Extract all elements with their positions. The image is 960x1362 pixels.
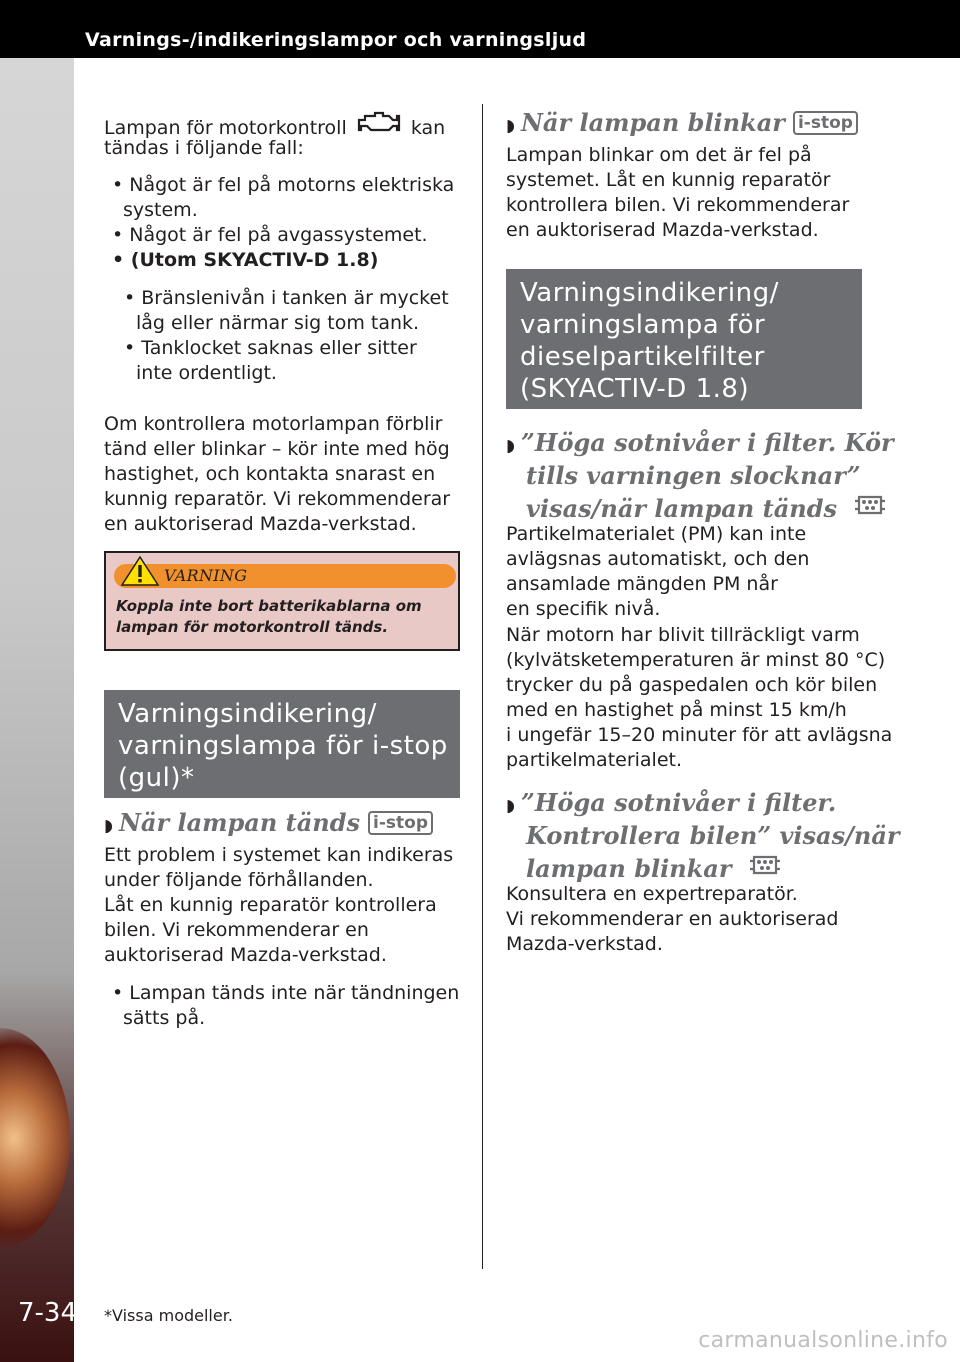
para-line: Om kontrollera motorlampan förblir [104,413,443,435]
body-line: auktoriserad Mazda-verkstad. [104,944,387,966]
page-header [0,0,960,58]
para-line: en auktoriserad Mazda-verkstad. [104,513,417,535]
header-title: Varnings-/indikeringslampor och varningsljud [85,29,587,51]
intro-line-2: tändas i följande fall: [104,137,304,159]
bullet-1: • Något är fel på motorns elektriska [112,174,455,196]
body-line: Låt en kunnig reparatör kontrollera [104,894,437,916]
sub-heading-marker-icon: ◗ [506,116,515,136]
sub-bullet-1-cont: låg eller närmar sig tom tank. [136,312,420,334]
section-heading-dpf: Varningsindikering/ varningslampa för dieselpartikelfilter (SKYACTIV-D 1.8) [506,269,862,409]
sub-heading-marker-icon: ◗ [506,796,515,816]
page-number: 7-34 [18,1298,78,1328]
body-line: trycker du på gaspedalen och kör bilen [506,674,878,696]
body-line: ansamlade mängden PM når [506,573,778,595]
istop-icon: i-stop [793,111,858,135]
column-divider [482,104,483,1269]
warning-triangle-icon [120,555,160,587]
sub-heading-lamp-blinks: ◗ När lampan blinkar i-stop [506,108,858,141]
sub-heading-lamp-on: ◗ När lampan tänds i-stop [104,808,433,841]
warning-box [104,551,460,651]
bullet-3: • (Utom SKYACTIV-D 1.8) [112,249,379,271]
body-line: När motorn har blivit tillräckligt varm [506,624,860,646]
warning-label: VARNING [164,566,248,585]
section-heading-istop: Varningsindikering/ varningslampa för i-stop (gul)* [104,690,460,798]
bullet-1-cont: system. [123,199,198,221]
body-line: systemet. Låt en kunnig reparatör [506,169,831,191]
bullet-istop-cont: sätts på. [123,1007,206,1029]
body-line: en auktoriserad Mazda-verkstad. [506,219,819,241]
side-strip [0,58,74,1362]
body-line: Vi rekommenderar en auktoriserad [506,908,839,930]
footnote: *Vissa modeller. [104,1306,233,1325]
body-line: partikelmaterialet. [506,749,683,771]
intro-text-end: kan [410,117,446,139]
sub-bullet-1: • Bränslenivån i tanken är mycket [124,287,449,309]
body-line: med en hastighet på minst 15 km/h [506,699,847,721]
para-line: tänd eller blinkar – kör inte med hög [104,438,450,460]
headlamp-image [0,1028,70,1248]
warning-text: Koppla inte bort batterikablarna om lampan för motorkontroll tänds. [116,597,422,636]
body-line: Ett problem i systemet kan indikeras [104,844,454,866]
body-line: (kylvätsketemperaturen är minst 80 °C) [506,649,886,671]
body-line: Partikelmaterialet (PM) kan inte [506,523,807,545]
body-line: under följande förhållanden. [104,869,374,891]
engine-check-icon [357,110,401,138]
para-line: kunnig reparatör. Vi rekommenderar [104,488,451,510]
body-line: Lampan blinkar om det är fel på [506,144,812,166]
intro-text: Lampan för motorkontroll [104,117,347,139]
dpf-icon [853,491,887,519]
sub-heading-marker-icon: ◗ [506,436,515,456]
body-line: bilen. Vi rekommenderar en [104,919,369,941]
body-line: kontrollera bilen. Vi rekommenderar [506,194,850,216]
sub-heading-marker-icon: ◗ [104,816,113,836]
body-line: Konsultera en expertreparatör. [506,883,798,905]
watermark: carmanualsonline.info [698,1328,948,1353]
para-line: hastighet, och kontakta snarast en [104,463,436,485]
bullet-2: • Något är fel på avgassystemet. [112,224,428,246]
dpf-icon [748,851,782,879]
body-line: avlägsnas automatiskt, och den [506,548,810,570]
body-line: en specifik nivå. [506,598,661,620]
bullet-istop: • Lampan tänds inte när tändningen [112,982,460,1004]
body-line: i ungefär 15–20 minuter för att avlägsna [506,724,893,746]
sub-bullet-2-cont: inte ordentligt. [136,362,277,384]
sub-heading-soot-high: ◗ ”Höga sotnivåer i filter. Kör tills varningen slocknar” visas/när lampan tänds [506,428,894,523]
sub-bullet-2: • Tanklocket saknas eller sitter [124,337,417,359]
body-line: Mazda-verkstad. [506,933,663,955]
sub-heading-check-car: ◗ ”Höga sotnivåer i filter. Kontrollera bilen” visas/när lampan blinkar [506,788,900,883]
istop-icon: i-stop [368,811,433,835]
